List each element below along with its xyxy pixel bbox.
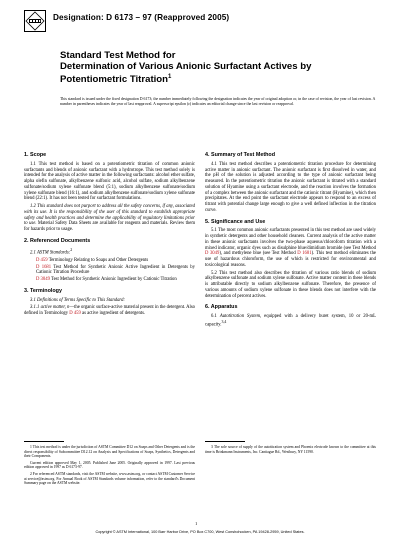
standard-note: This standard is issued under the fixed designation D 6173; the number immediately following the designation indicates the year of original adoption or, in the case of revision, the year of last revision. A number in parentheses indicates the year of last reapproval. A superscript epsilon (ε) indicates an editorial change since the last revision or reapproval. <box>60 97 376 106</box>
document-title <box>60 50 380 85</box>
title-line-3: Potentiometric Titration$^1$ <box>60 74 172 86</box>
reference-d1681: D 1681 Test Method for Synthetic Anionic Active Ingredient in Detergents by Cationic Titration Procedure <box>36 264 195 276</box>
footnote-2: 2 For referenced ASTM standards, visit the ASTM website, www.astm.org, or contact ASTM Customer Service at service@astm.org. For Annual Book of ASTM Standards volume information, refer to the standard's Document Summary page on the ASTM website. <box>24 471 195 486</box>
significance-heading: 5. Significance and Use <box>205 218 266 225</box>
terminology-heading: 3. Terminology <box>24 287 62 294</box>
link-d459[interactable]: D 459 <box>36 257 48 263</box>
summary-4-1: 4.1 This test method describes a potentiometric titration procedure for determining active matter in anionic surfactant. The anionic surfactant is first dissolved in water, and the pH of the solution is adjusted according to the type of anionic surfactant being measured. In the potentiometric titration the anionic surfactant is titrated with a standard solution of Hyamine using a surfactant electrode, and the reaction involves the formation of a complex between the anionic surfactant and the cationic titrant (Hyamine), which then precipitates. At the end point the surfactant electrode appears to respond to an excess of titrant with potential change large enough to give a well defined inflection in the titration curve. <box>205 161 376 213</box>
page-number: 1 <box>195 521 198 526</box>
reference-d3049: D 3049 Test Method for Synthetic Anionic Ingredient by Cationic Titration <box>36 277 177 283</box>
left-column <box>24 147 195 319</box>
scope-1-1: 1.1 This test method is based on a potentiometric titration of common anionic surfactants and blends of anionic surfactant with a hydrotrope. This test method solely is intended for the analysis of active matter in the following surfactants: alcohol ether sulfate, alpha olefin sulfonate, alkylbenzene sulfonic acid, alcohol sulfate, sodium alkylbenzene sulfonate/sodium xylene sulfonate blend (5:1), sodium alkylbenzene sulfonate/sodium xylene sulfonate blend (16:1), and sodium alkylbenzene sulfonate/sodium xylene sulfonate blend (22:1). It has not been tested for surfactant formulations. <box>24 161 195 202</box>
footnote-divider-right <box>205 441 245 442</box>
astm-logo-icon <box>24 10 46 32</box>
apparatus-6-1: 6.1 Autotitration System, equipped with a delivery buret system, 10 or 20-mL capacity.$^{3,4}$ <box>205 314 376 328</box>
term-3-1: 3.1 Definitions of Terms Specific to This Standard: <box>30 297 125 303</box>
significance-5-1: 5.1 The most common anionic surfactants presented in this test method are used widely in synthetic detergents and other household cleaners. Current analysis of the active matter in these anionic surfactants involves the two-phase aqueous/chloroform titration with a mixed indicator, organic dyes such as disulphine blue/dimidium bromide (see Test Method D 3049), and methylene blue (see Test Method D 1681). This test method eliminates the use of hazardous chloroform, the use of which is restricted for environmental and toxicological reasons. <box>205 228 377 268</box>
footnote-1b: Current edition approved May 1, 2005. Published June 2005. Originally approved in 1997. Last previous edition approved in 1997 as D 6173-97. <box>24 460 195 470</box>
footnotes-right <box>205 445 376 456</box>
link-d1681[interactable]: D 1681 <box>36 264 52 270</box>
title-line-2: Determination of Various Anionic Surfactant Actives by <box>60 61 312 72</box>
right-column <box>205 147 376 330</box>
designation: Designation: D 6173 – 97 (Reapproved 2005) <box>53 13 230 22</box>
refs-2-1: 2.1 ASTM Standards:$^2$ <box>30 247 73 256</box>
reference-d459: D 459 Terminology Relating to Soaps and Other Detergents <box>36 257 149 263</box>
link-d3049-inline[interactable]: D 3049 <box>205 251 220 257</box>
title-line-1: Standard Test Method for <box>60 50 176 61</box>
footnote-divider-left <box>24 441 64 442</box>
copyright-line: Copyright © ASTM International, 100 Barr Harbor Drive, PO Box C700, West Conshohocken, PA 19428-2959, United States. <box>95 530 305 534</box>
link-d459-inline[interactable]: D 459 <box>69 311 81 317</box>
link-d3049[interactable]: D 3049 <box>36 277 50 283</box>
footnote-3: 3 The sole source of supply of the autotitration system and Phoenix electrode known to the committee at this time is Brinkmann Instruments, Inc. Cantiague Rd., Westbury, NY 11590. <box>205 445 376 454</box>
scope-heading: 1. Scope <box>24 152 47 158</box>
footnote-1: 1 This test method is under the jurisdiction of ASTM Committee D12 on Soaps and Other Detergents and is the direct responsibility of Subcommittee D12.12 on Analysis and Specifications of Soaps, Synthetics, Detergents and their Components. <box>24 445 195 459</box>
scope-1-2: 1.2 This standard does not purport to address all the safety concerns, if any, associated with its use. It is the responsibility of the user of this standard to establish appropriate safety and health practices and determine the applicability of regulatory limitations prior to use. Material Safety Data Sheets are available for reagents and materials. Review them for hazards prior to usage. <box>24 204 195 232</box>
link-d1681-inline[interactable]: D 1681 <box>297 251 312 257</box>
term-3-1-1: 3.1.1 active matter, n—the organic surface-active material present in the detergent. Also defined in Terminology D 459 as active ingredient of detergents. <box>24 305 195 317</box>
footnotes-left <box>24 445 195 488</box>
summary-heading: 4. Summary of Test Method <box>205 152 275 158</box>
significance-5-2: 5.2 This test method also describes the titration of various ratio blends of sodium alkylbenzene sulfonate and sodium xylene sulfonate. Active matter content in these blends is attributable directly to sodium alkylbenzene sulfonate. Therefore, the presence of various amounts of sodium xylene sulfonate in these blends does not interfere with the determination of percent actives. <box>205 270 376 299</box>
apparatus-heading: 6. Apparatus <box>205 304 238 311</box>
referenced-documents-heading: 2. Referenced Documents <box>24 237 91 244</box>
